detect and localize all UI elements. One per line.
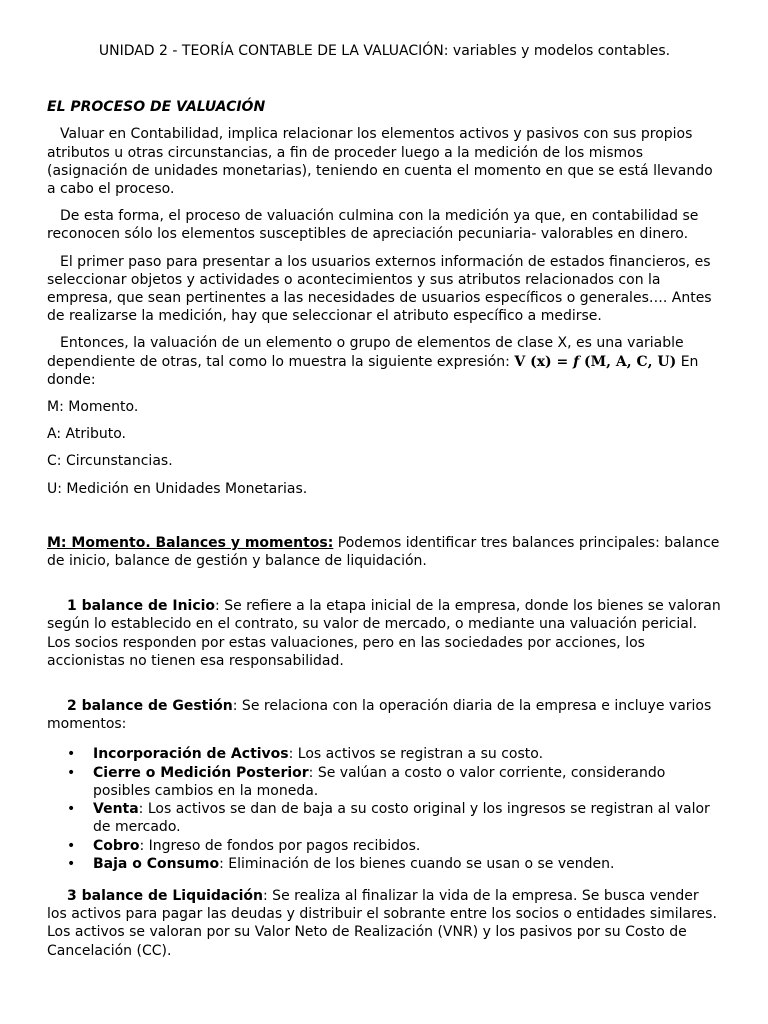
balance-liquidacion-label: 3 balance de Liquidación xyxy=(67,887,264,904)
formula-rhs: (𝐌, 𝐀, 𝐂, 𝐔) xyxy=(579,353,677,370)
moment-text: : Eliminación de los bienes cuando se usan o se venden. xyxy=(219,855,615,872)
formula-function: 𝒇 xyxy=(573,353,580,370)
momento-text: Podemos identificar tres balances principales: balance de inicio, balance de gestión y balance de liquidación. xyxy=(47,534,720,570)
paragraph-primer-paso: El primer paso para presentar a los usuarios externos información de estados financieros, es seleccionar objetos y actividades o acontecimientos y sus atributos relacionados con la empresa, que sean pertinentes a las necesidades de usuarios específicos o generales…. Antes de realizarse la medición, hay que seleccionar el atributo específico a medirse. xyxy=(47,253,712,325)
expression-outro: En donde: xyxy=(47,353,699,388)
balance-inicio xyxy=(47,597,722,670)
balance-gestion-text: : Se relaciona con la operación diaria de la empresa e incluye varios momentos: xyxy=(47,698,712,733)
valuation-formula xyxy=(514,354,676,370)
list-item xyxy=(47,800,722,836)
paragraph-valuar: Valuar en Contabilidad, implica relacionar los elementos activos y pasivos con sus propios atributos u otras circunstancias, a fin de proceder luego a la medición de los mismos (asignación de unidades monetarias), teniendo en cuenta el momento en que se está llevando a cabo el proceso. xyxy=(47,126,713,198)
balance-liquidacion-text: : Se realiza al finalizar la vida de la empresa. Se busca vender los activos para pagar las deudas y distribuir el sobrante entre los socios o entidades similares. Los activos se valoran por su Valor Neto de Realización (VNR) y los pasivos por su Costo de Cancelación (CC). xyxy=(47,887,717,959)
formula-lhs: 𝐕 (𝐱) = xyxy=(514,353,574,370)
bullet-icon: • xyxy=(67,746,76,763)
bullet-icon: • xyxy=(67,801,76,818)
variable-momento: M: Momento. xyxy=(47,399,139,416)
balance-liquidacion xyxy=(47,887,722,960)
section-heading: EL PROCESO DE VALUACIÓN xyxy=(47,99,266,116)
list-item xyxy=(47,745,722,763)
moment-term: Cobro xyxy=(93,837,140,854)
bullet-icon: • xyxy=(67,764,76,781)
moment-text: : Se valúan a costo o valor corriente, considerando posibles cambios en la moneda. xyxy=(93,764,666,799)
balance-gestion xyxy=(47,697,722,733)
bullet-icon: • xyxy=(67,837,76,854)
list-item xyxy=(47,855,722,873)
balance-inicio-text: : Se refiere a la etapa inicial de la empresa, donde los bienes se valoran según lo establecido en el contrato, su valor de mercado, o mediante una valuación pericial. Los socios responden por estas valuaciones, pero en las sociedades por acciones, los accionistas no tienen esa responsabilidad. xyxy=(47,598,721,669)
moment-term: Baja o Consumo xyxy=(93,855,220,872)
paragraph-expression xyxy=(47,334,722,389)
bullet-icon: • xyxy=(67,855,76,872)
paragraph-proceso: De esta forma, el proceso de valuación culmina con la medición ya que, en contabilidad se reconocen sólo los elementos susceptibles de apreciación pecuniaria- valorables en dinero. xyxy=(47,208,699,243)
document-title: UNIDAD 2 - TEORÍA CONTABLE DE LA VALUACIÓN: variables y modelos contables. xyxy=(98,43,671,59)
moment-term: Incorporación de Activos xyxy=(93,746,289,763)
list-item xyxy=(47,837,722,855)
moment-text: : Los activos se registran a su costo. xyxy=(288,746,544,763)
moment-term: Venta xyxy=(93,801,139,818)
list-item xyxy=(47,764,722,800)
momento-paragraph xyxy=(47,534,722,570)
moments-list xyxy=(47,745,722,872)
balance-gestion-label: 2 balance de Gestión xyxy=(67,698,233,715)
moment-text: : Ingreso de fondos por pagos recibidos. xyxy=(139,837,421,854)
momento-label: M: Momento. Balances y momentos: xyxy=(47,534,334,551)
variable-medicion: U: Medición en Unidades Monetarias. xyxy=(47,480,308,497)
variable-circunstancias: C: Circunstancias. xyxy=(47,453,173,470)
variable-atributo: A: Atributo. xyxy=(47,426,126,443)
balance-inicio-label: 1 balance de Inicio xyxy=(67,598,216,615)
moment-term: Cierre o Medición Posterior xyxy=(93,764,309,781)
moment-text: : Los activos se dan de baja a su costo original y los ingresos se registran al valor de mercado. xyxy=(93,801,710,836)
expression-intro: Entonces, la valuación de un elemento o grupo de elementos de clase X, es una variable dependiente de otras, tal como lo muestra la siguiente expresión: xyxy=(47,335,684,370)
